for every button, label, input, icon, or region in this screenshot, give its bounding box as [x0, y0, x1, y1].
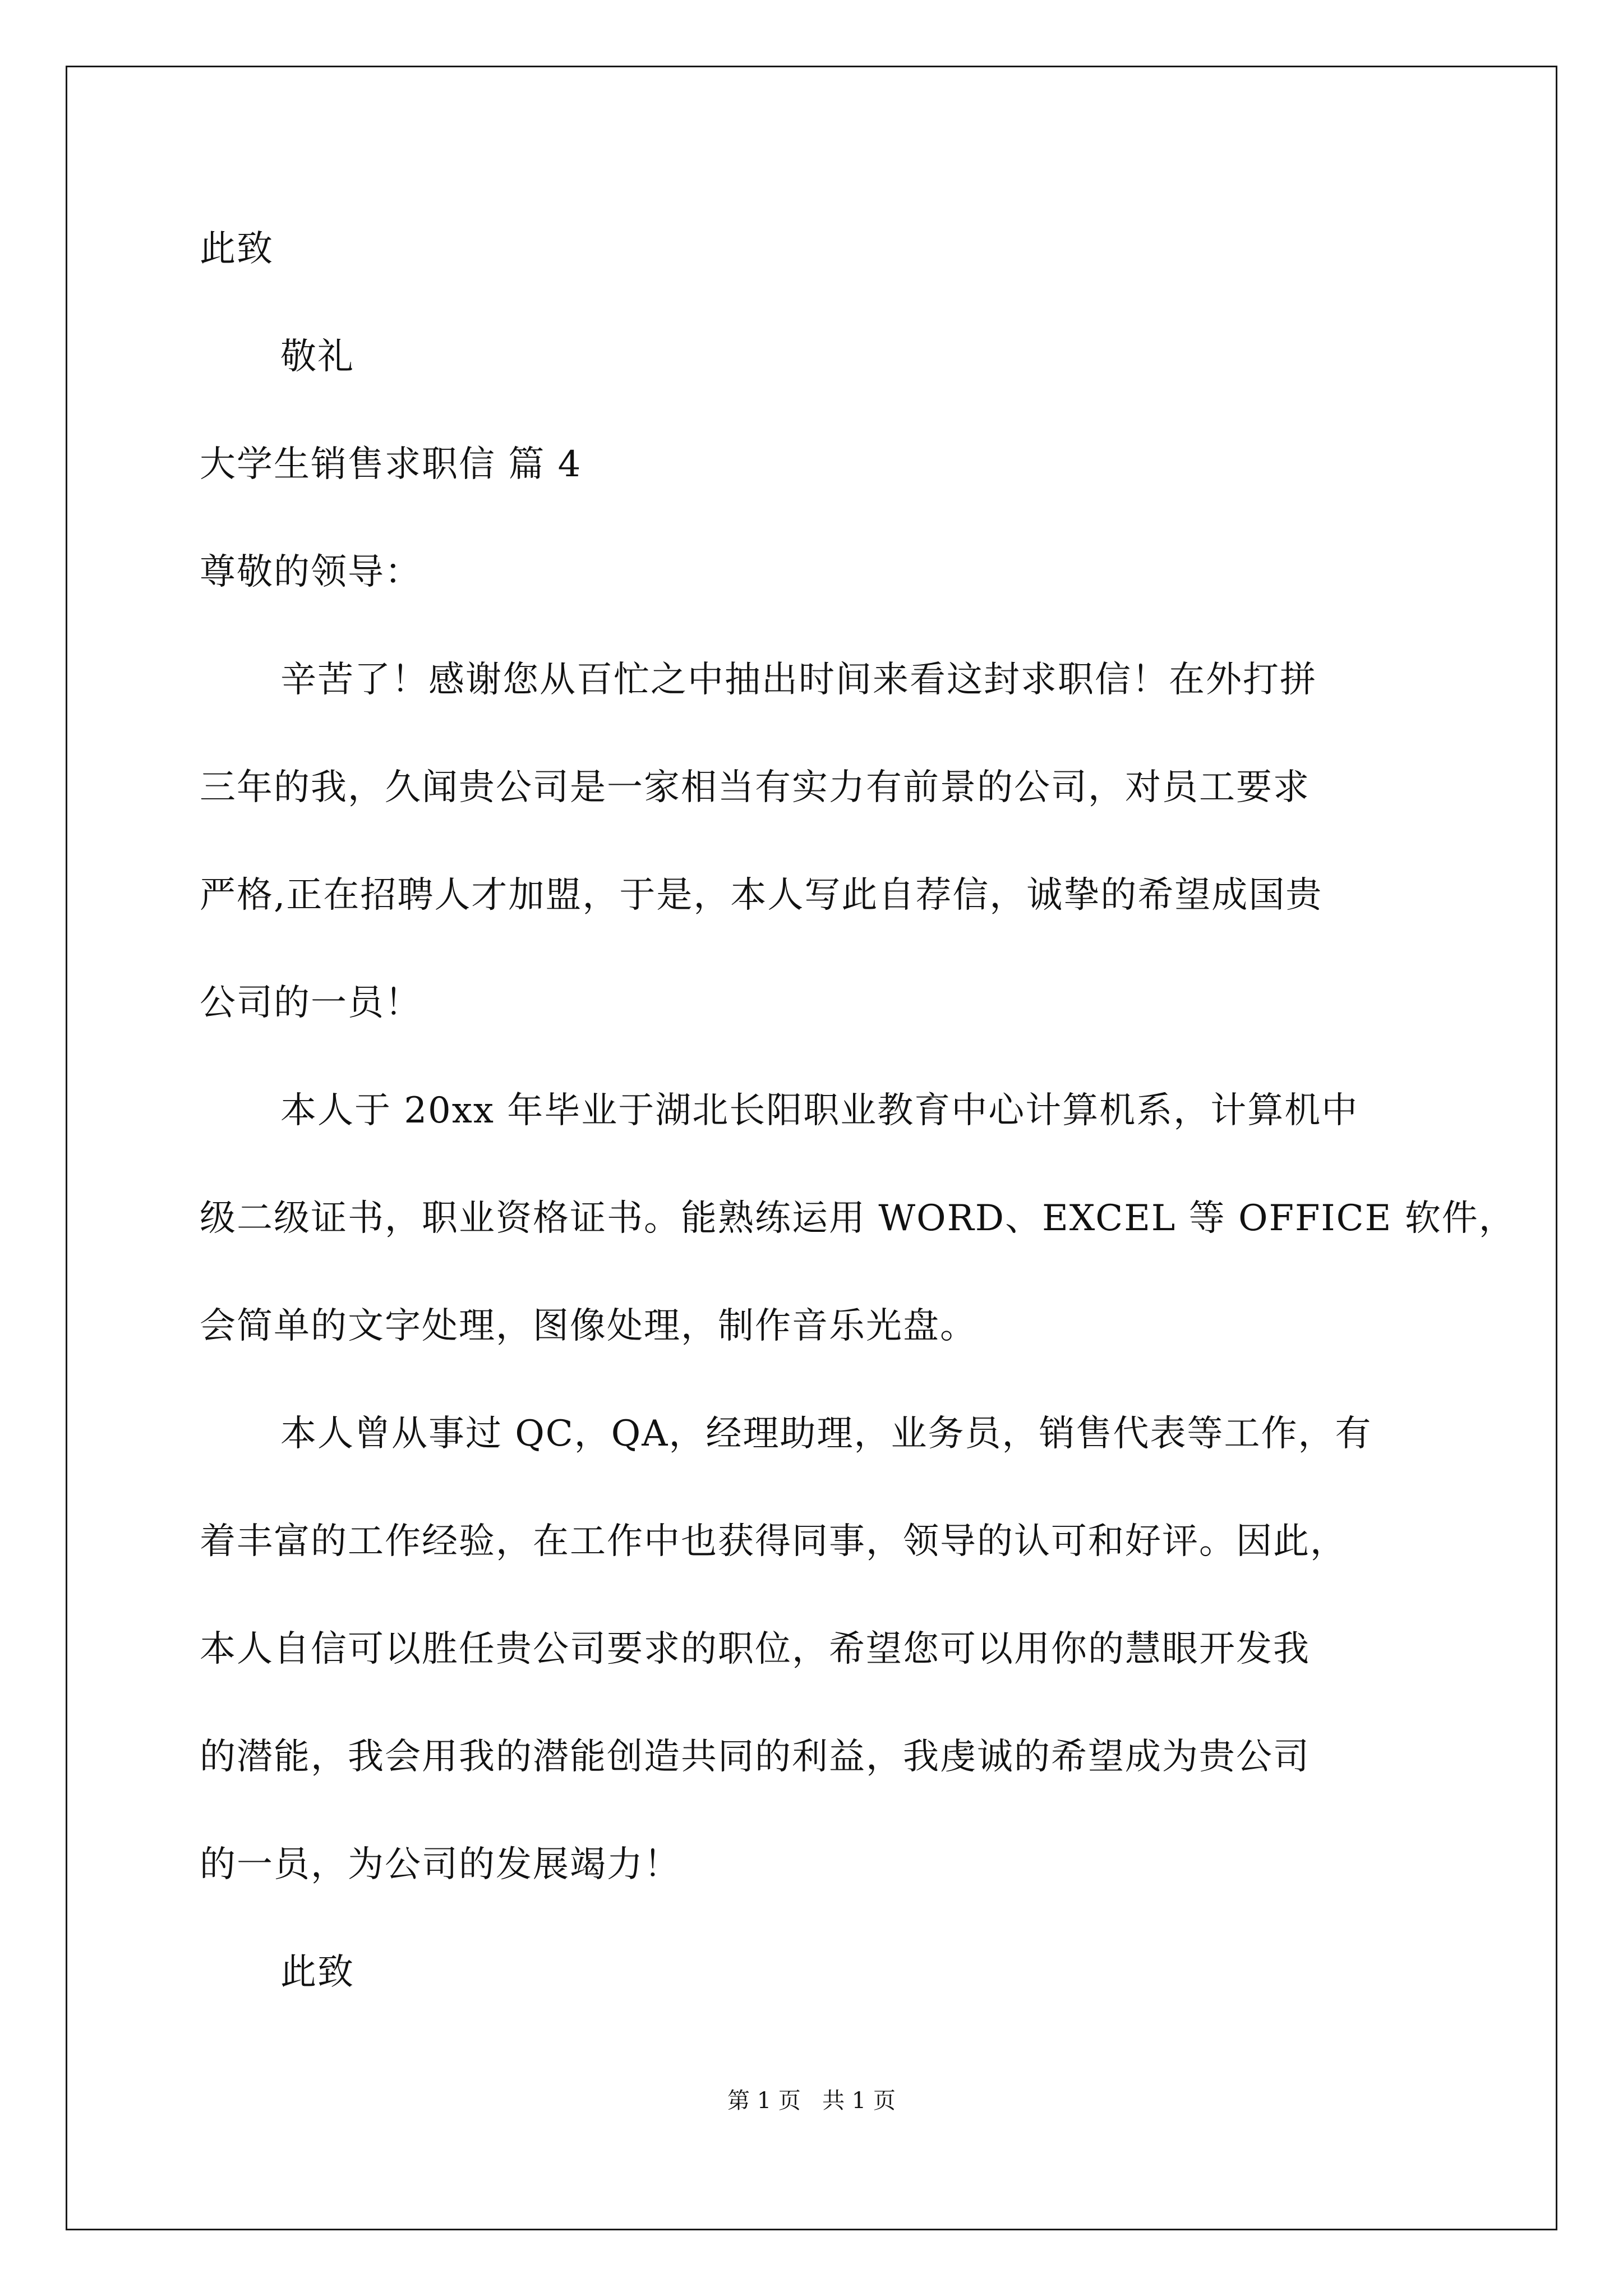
paragraph-line: 会简单的文字处理，图像处理，制作音乐光盘。	[200, 1305, 977, 1347]
paragraph-line: 严格,正在招聘人才加盟，于是，本人写此自荐信，诚挚的希望成国贵	[200, 875, 1323, 916]
paragraph-line: 本人自信可以胜任贵公司要求的职位，希望您可以用你的慧眼开发我	[200, 1628, 1310, 1670]
paragraph-line: 的一员，为公司的发展竭力！	[200, 1844, 681, 1885]
paragraph-line: 辛苦了！感谢您从百忙之中抽出时间来看这封求职信！在外打拼	[280, 659, 1317, 701]
paragraph-line: 着丰富的工作经验，在工作中也获得同事，领导的认可和好评。因此，	[200, 1521, 1347, 1562]
closing-line: 此致	[280, 1952, 354, 1993]
paragraph-line: 级二级证书，职业资格证书。能熟练运用 WORD、EXCEL 等 OFFICE 软件，	[200, 1198, 1516, 1239]
closing-line: 此致	[200, 228, 274, 270]
paragraph-line: 本人于 20xx 年毕业于湖北长阳职业教育中心计算机系，计算机中	[280, 1090, 1359, 1131]
page-border	[66, 66, 1557, 2230]
page-number-footer: 第 1 页 共 1 页	[727, 2088, 896, 2114]
greeting-line: 尊敬的领导：	[200, 551, 422, 593]
paragraph-line: 公司的一员！	[200, 982, 422, 1024]
paragraph-line: 的潜能，我会用我的潜能创造共同的利益，我虔诚的希望成为贵公司	[200, 1736, 1310, 1778]
salutation-line: 敬礼	[280, 336, 354, 378]
letter-title: 大学生销售求职信 篇 4	[200, 444, 582, 485]
paragraph-line: 本人曾从事过 QC，QA，经理助理，业务员，销售代表等工作，有	[280, 1413, 1372, 1455]
paragraph-line: 三年的我，久闻贵公司是一家相当有实力有前景的公司，对员工要求	[200, 767, 1310, 808]
